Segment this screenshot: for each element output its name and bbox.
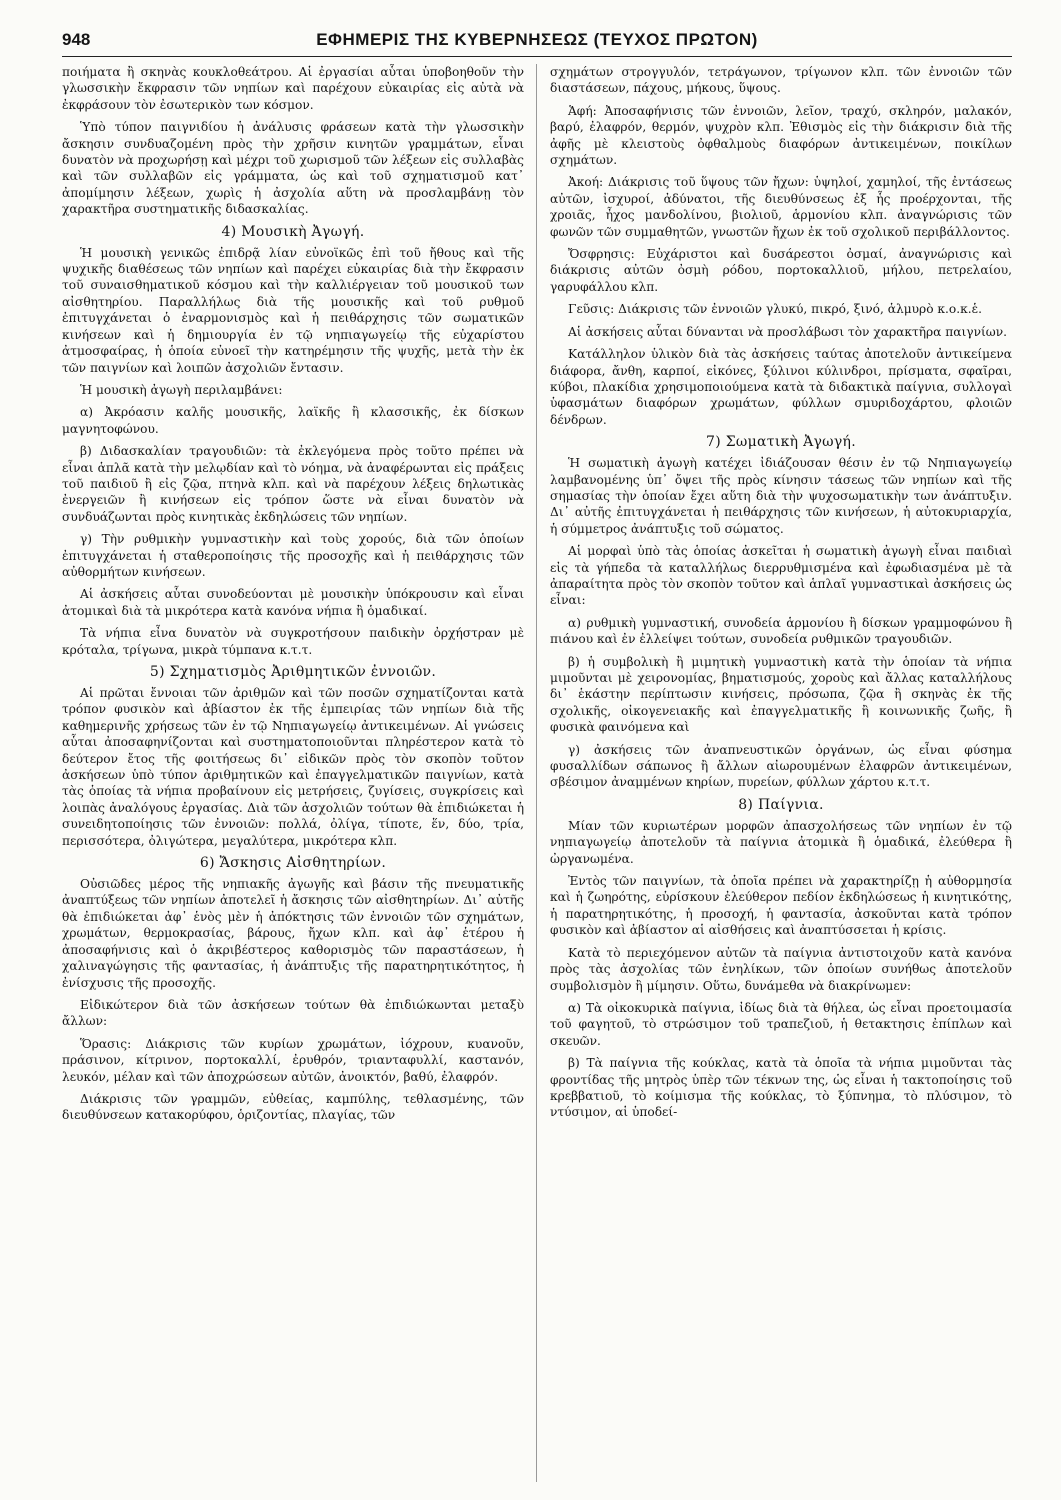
section-heading: 8) Παίγνια. xyxy=(738,796,824,813)
paragraph: β) Τὰ παίγνια τῆς κούκλας, κατὰ τὰ ὁποῖα τὰ νήπια μιμοῦνται τὰς φροντίδας τῆς μητρὸς ὑπὲρ τῶν τέκνων της, ὡς εἶναι ἡ τακτοποίησις τοῦ κρεββατιοῦ, τὸ κοίμισμα τῆς κούκλας, τὸ ξύπνημα, τὸ πλύσιμον, τὸ ντύσιμον, αἱ ὑποδεί- xyxy=(550,1056,1012,1120)
paragraph: γ) Τὴν ρυθμικὴν γυμναστικὴν καὶ τοὺς χορούς, διὰ τῶν ὁποίων ἐπιτυγχάνεται ἡ σταθεροποίησις τῆς προσοχῆς καὶ ἡ πειθάρχησις τῶν αὐθορμήτων κινήσεων. xyxy=(62,532,524,579)
right-column xyxy=(550,64,1012,1482)
section-heading: 4) Μουσικὴ Ἀγωγή. xyxy=(221,223,365,240)
paragraph: σχημάτων στρογγυλόν, τετράγωνον, τρίγωνον κλπ. τῶν ἐννοιῶν τῶν διαστάσεων, πάχους, μήκους, ὕψους. xyxy=(550,65,1012,96)
paragraph: Οὐσιῶδες μέρος τῆς νηπιακῆς ἀγωγῆς καὶ βάσιν τῆς πνευματικῆς ἀναπτύξεως τῶν νηπίων ἀποτελεῖ ἡ ἄσκησις τῶν αἰσθητηρίων. Δι᾿ αὐτῆς θὰ ἐπιδιώκεται ἀφ᾿ ἑνὸς μὲν ἡ ἀπόκτησις τῶν ἐννοιῶν τῶν σχημάτων, χρωμάτων, θερμοκρασίας, βάρους, ἤχων κλπ. καὶ ἀφ᾿ ἑτέρου ἡ ἀποσαφήνισις καὶ ὁ ἀκριβέστερος καθορισμὸς τῶν παραστάσεων, ἡ χαλιναγώγησις τῆς φαντασίας, ἡ ἀνάπτυξις τῆς παρατηρητικότητος, ἡ ἐνίσχυσις τῆς προσοχῆς. xyxy=(62,877,524,990)
paragraph: Κατὰ τὸ περιεχόμενον αὐτῶν τὰ παίγνια ἀντιστοιχοῦν κατὰ κανόνα πρὸς τὰς ἀσχολίας τῶν ἐνηλίκων, τῶν ὁποίων συνήθως ἀποτελοῦν συμβολισμὸν ἢ μίμησιν. Οὕτω, δυνάμεθα νὰ διακρίνωμεν: xyxy=(550,945,1012,993)
paragraph: Ἁφή: Ἀποσαφήνισις τῶν ἐννοιῶν, λεῖον, τραχύ, σκληρόν, μαλακόν, βαρύ, ἐλαφρόν, θερμόν, ψυχρὸν κλπ. Ἐθισμὸς εἰς τὴν διάκρισιν διὰ τῆς ἀφῆς μὲ κλειστοὺς ὀφθαλμοὺς διαφόρων ἀντικειμένων, ποικίλων σχημάτων. xyxy=(550,103,1012,168)
paragraph: Ὅρασις: Διάκρισις τῶν κυρίων χρωμάτων, ἰόχρουν, κυανοῦν, πράσινον, κίτρινον, πορτοκαλλί, ἐρυθρόν, τριανταφυλλί, καστανόν, λευκόν, μέλαν καὶ τῶν ἀποχρώσεων αὐτῶν, ἀνοικτόν, βαθύ, ἐλαφρόν. xyxy=(62,1036,524,1084)
paragraph: Ἡ σωματικὴ ἀγωγὴ κατέχει ἰδιάζουσαν θέσιν ἐν τῷ Νηπιαγωγείῳ λαμβανομένης ὑπ᾿ ὄψει τῆς πρὸς κίνησιν τάσεως τῶν νηπίων καὶ τῆς σημασίας τὴν ὁποίαν ἔχει αὕτη διὰ τὴν ψυχοσωματικὴν των ἀνάπτυξιν. Δι᾿ αὐτῆς ἐπιτυγχάνεται ἡ πειθάρχησις τῶν κινήσεων, ἡ αὐτοκυριαρχία, ἡ σύμμετρος ἀνάπτυξις τοῦ σώματος. xyxy=(550,456,1012,536)
paragraph: Αἱ μορφαὶ ὑπὸ τὰς ὁποίας ἀσκεῖται ἡ σωματικὴ ἀγωγὴ εἶναι παιδιαὶ εἰς τὰ γήπεδα τὰ καταλλήλως διερρυθμισμένα καὶ ἐφωδιασμένα μὲ τὰ ἀπαραίτητα πρὸς τὸν σκοπὸν τοῦτον καὶ ἁπλαῖ γυμναστικαὶ ἀσκήσεις ὡς εἶναι: xyxy=(550,544,1012,608)
section-heading: 7) Σωματικὴ Ἀγωγή. xyxy=(705,434,856,451)
left-column xyxy=(62,64,524,1482)
paragraph: Αἱ ἀσκήσεις αὗται συνοδεύονται μὲ μουσικὴν ὑπόκρουσιν καὶ εἶναι ἀτομικαὶ διὰ τὰ μικρότερα κατὰ κανόνα νήπια ἢ ὁμαδικαί. xyxy=(62,587,524,618)
section-heading: 5) Σχηματισμὸς Ἀριθμητικῶν ἐννοιῶν. xyxy=(149,664,437,680)
newspaper-page xyxy=(62,30,1012,1482)
paragraph: Εἰδικώτερον διὰ τῶν ἀσκήσεων τούτων θὰ ἐπιδιώκωνται μεταξὺ ἄλλων: xyxy=(62,997,524,1029)
paragraph: α) ρυθμικὴ γυμναστική, συνοδεία ἁρμονίου ἢ δίσκων γραμμοφώνου ἢ πιάνου καὶ ἐν ἐλλείψει τούτων, συνοδεία ρυθμικῶν τραγουδιῶν. xyxy=(550,615,1012,647)
paragraph: ποιήματα ἢ σκηνὰς κουκλοθεάτρου. Αἱ ἐργασίαι αὗται ὑποβοηθοῦν τὴν γλωσσικὴν ἔκφρασιν τῶν νηπίων καὶ παρέχουν εὐκαιρίας εἰς αὐτὰ νὰ ἐκφράσουν τὸν ἐσωτερικὸν των κόσμον. xyxy=(62,65,524,112)
paragraph: Μίαν τῶν κυριωτέρων μορφῶν ἀπασχολήσεως τῶν νηπίων ἐν τῷ νηπιαγωγείῳ ἀποτελοῦν τὰ παίγνια ἀτομικὰ ἢ ὁμαδικά, ἐλεύθερα ἢ ὠργανωμένα. xyxy=(550,818,1012,866)
text-columns xyxy=(62,64,1012,1482)
paragraph: Ἀκοή: Διάκρισις τοῦ ὕψους τῶν ἤχων: ὑψηλοί, χαμηλοί, τῆς ἐντάσεως αὐτῶν, ἰσχυροί, ἀδύνατοι, τῆς διευθύνσεως ἐξ ἧς προέρχονται, τῆς χροιᾶς, ἦχος μανδολίνου, βιολιοῦ, ἁρμονίου κλπ. ἀναγνώρισις τῶν φωνῶν τῶν συμμαθητῶν, γνωστῶν ἤχων ἐκ τοῦ σχολικοῦ περιβάλλοντος. xyxy=(550,175,1012,239)
paragraph: Γεῦσις: Διάκρισις τῶν ἐννοιῶν γλυκύ, πικρό, ξινό, ἁλμυρὸ κ.ο.κ.ἑ. xyxy=(568,302,983,317)
paragraph: α) Ἀκρόασιν καλῆς μουσικῆς, λαϊκῆς ἢ κλασσικῆς, ἐκ δίσκων μαγνητοφώνου. xyxy=(62,405,524,436)
paragraph: Ἡ μουσικὴ ἀγωγὴ περιλαμβάνει: xyxy=(80,382,283,397)
paragraph: β) Διδασκαλίαν τραγουδιῶν: τὰ ἐκλεγόμενα πρὸς τοῦτο πρέπει νὰ εἶναι ἁπλᾶ κατὰ τὴν μελῳδίαν καὶ τὸ νόημα, νὰ ἀναφέρωνται εἰς πράξεις τοῦ παιδιοῦ ἢ εἰς ζῷα, πτηνὰ κλπ. καὶ νὰ παρέχουν λέξεις δηλωτικὰς ἐνεργειῶν ἢ κινήσεων εἰς τρόπον ὥστε νὰ εἶναι δυνατὸν νὰ συνδυάζωνται πρὸς κινητικὰς ἐκδηλώσεις τῶν νηπίων. xyxy=(62,444,524,524)
paragraph: Ἡ μουσικὴ γενικῶς ἐπιδρᾷ λίαν εὐνοϊκῶς ἐπὶ τοῦ ἤθους καὶ τῆς ψυχικῆς διαθέσεως τῶν νηπίων καὶ παρέχει εὐκαιρίας διὰ τὴν ἔκφρασιν τοῦ συναισθηματικοῦ κόσμου καὶ τὴν καλλιέργειαν τοῦ μουσικοῦ των αἰσθητηρίου. Παραλλήλως διὰ τῆς μουσικῆς καὶ τοῦ ρυθμοῦ ἐπιτυγχάνεται ὁ ἐναρμονισμὸς καὶ ἡ πειθάρχησις τῶν σωματικῶν κινήσεων καὶ ἡ δημιουργία ἐν τῷ νηπιαγωγείῳ τῆς εὐχαρίστου ἀτμοσφαίρας, ἡ ὁποία εὐνοεῖ τὴν κατηρέμησιν τῆς ψυχῆς, μετὰ τὴν ἐκ τῶν παιγνίων καὶ λοιπῶν ἀσχολιῶν ἔντασιν. xyxy=(62,245,524,375)
paragraph: Κατάλληλον ὑλικὸν διὰ τὰς ἀσκήσεις ταύτας ἀποτελοῦν ἀντικείμενα διάφορα, ἄνθη, καρποί, εἰκόνες, ξύλινοι κύλινδροι, πρίσματα, σφαῖραι, κύβοι, πλακίδια χρησιμοποιούμενα κατὰ τὰ διδακτικὰ παίγνια, συλλογαὶ ὑφασμάτων διαφόρων χρωμάτων, φύλλων σμυριδοχάρτου, φλοιῶν δένδρων. xyxy=(550,347,1012,427)
paragraph: Ὑπὸ τύπον παιγνιδίου ἡ ἀνάλυσις φράσεων κατὰ τὴν γλωσσικὴν ἄσκησιν συνδυαζομένη πρὸς τὴν χρῆσιν κινητῶν γραμμάτων, εἶναι δυνατὸν νὰ προχωρήσῃ καὶ μέχρι τοῦ χωρισμοῦ τῶν λέξεων εἰς συλλαβὰς καὶ τῶν συλλαβῶν εἰς γράμματα, ὡς καὶ τοῦ σχηματισμοῦ κατ᾿ ἀπομίμησιν λέξεων, χωρὶς ἡ ἀσχολία αὕτη νὰ προσλαμβάνῃ τὸν χαρακτῆρα συστηματικῆς διδασκαλίας. xyxy=(62,120,524,217)
section-heading: 6) Ἄσκησις Αἰσθητηρίων. xyxy=(199,855,387,872)
page-header xyxy=(62,30,1012,57)
paragraph: Τὰ νήπια εἶνα δυνατὸν νὰ συγκροτήσουν παιδικὴν ὀρχήστραν μὲ κρόταλα, τρίγωνα, μικρὰ τύμπανα κ.τ.τ. xyxy=(62,626,524,657)
paragraph: γ) ἀσκήσεις τῶν ἀναπνευστικῶν ὀργάνων, ὡς εἶναι φύσημα φυσαλλίδων σάπωνος ἢ ἄλλων αἰωρουμένων ἐλαφρῶν ἀντικειμένων, σβέσιμον ἀναμμένων κηρίων, πυρείων, φύλλων χάρτου κ.τ.τ. xyxy=(550,742,1012,790)
publication-title: ΕΦΗΜΕΡΙΣ ΤΗΣ ΚΥΒΕΡΝΗΣΕΩΣ (ΤΕΥΧΟΣ ΠΡΩΤΟΝ) xyxy=(316,30,758,49)
paragraph: Ὄσφρησις: Εὐχάριστοι καὶ δυσάρεστοι ὀσμαί, ἀναγνώρισις καὶ διάκρισις αὐτῶν ὀσμὴ ρόδου, πορτοκαλλιοῦ, μήλου, πετρελαίου, γαρυφάλλου κλπ. xyxy=(550,247,1012,294)
paragraph: α) Τὰ οἰκοκυρικὰ παίγνια, ἰδίως διὰ τὰ θήλεα, ὡς εἶναι προετοιμασία τοῦ φαγητοῦ, τὸ στρώσιμον τοῦ τραπεζιοῦ, ἡ θετακτησις ἐπίπλων καὶ σκευῶν. xyxy=(550,1000,1012,1048)
paragraph: Αἱ πρῶται ἔννοιαι τῶν ἀριθμῶν καὶ τῶν ποσῶν σχηματίζονται κατὰ τρόπον φυσικὸν καὶ ἀβίαστον ἐκ τῆς ἐμπειρίας τῶν νηπίων διὰ τῆς καθημερινῆς χρήσεως τῶν ἐν τῷ Νηπιαγωγείῳ ἀντικειμένων. Αἱ γνώσεις αὗται ἀποσαφηνίζονται καὶ συστηματοποιοῦνται πληρέστερον κατὰ τὸ δεύτερον ἔτος τῆς φοιτήσεως δι᾿ εἰδικῶν πρὸς τὸν σκοπὸν τοῦτον ἀσκήσεων ὑπὸ τύπον ἀριθμητικῶν καὶ ἐπαγγελματικῶν παιγνίων, κατὰ τὰς ὁποίας τὰ νήπια προβαίνουν εἰς μετρήσεις, ζυγίσεις, συγκρίσεις καὶ λοιπὰς ἀναλόγους ἐργασίας. Διὰ τῶν ἀσχολιῶν τούτων θὰ ἐπιδιώκεται ἡ συνειδητοποίησις τῶν ἐννοιῶν: πολλά, ὀλίγα, τίποτε, ἕν, δύο, τρία, περισσότερα, ὀλιγώτερα, μεγαλύτερα, μικρότερα κλπ. xyxy=(62,686,524,848)
paragraph: Ἐντὸς τῶν παιγνίων, τὰ ὁποῖα πρέπει νὰ χαρακτηρίζῃ ἡ αὐθορμησία καὶ ἡ ζωηρότης, εὑρίσκουν ἐλεύθερον πεδίον ἐκδηλώσεως ἡ κινητικότης, ἡ παρατηρητικότης, ἡ προσοχή, ἡ φαντασία, ἀσκοῦνται κατὰ τρόπον φυσικὸν καὶ ἀβίαστον αἱ αἰσθήσεις καὶ ἀναπτύσσεται ἡ κρίσις. xyxy=(550,874,1012,938)
paragraph: β) ἡ συμβολικὴ ἢ μιμητικὴ γυμναστικὴ κατὰ τὴν ὁποίαν τὰ νήπια μιμοῦνται μὲ χειρονομίας, βηματισμούς, χοροὺς καὶ ἄλλας καταλλήλους δι᾿ ἑκάστην περίπτωσιν κινήσεις, πρόσωπα, ζῷα ἢ σκηνὰς ἐκ τῆς σχολικῆς, οἰκογενειακῆς καὶ ἐπαγγελματικῆς ἢ κοινωνικῆς ζωῆς, ἢ φυσικὰ φαινόμενα καὶ xyxy=(550,654,1012,735)
paragraph: Αἱ ἀσκήσεις αὗται δύνανται νὰ προσλάβωσι τὸν χαρακτῆρα παιγνίων. xyxy=(568,324,1007,339)
page-number: 948 xyxy=(62,30,91,49)
paragraph: Διάκρισις τῶν γραμμῶν, εὐθείας, καμπύλης, τεθλασμένης, τῶν διευθύνσεων κατακορύφου, ὁριζοντίας, πλαγίας, τῶν xyxy=(62,1091,524,1123)
